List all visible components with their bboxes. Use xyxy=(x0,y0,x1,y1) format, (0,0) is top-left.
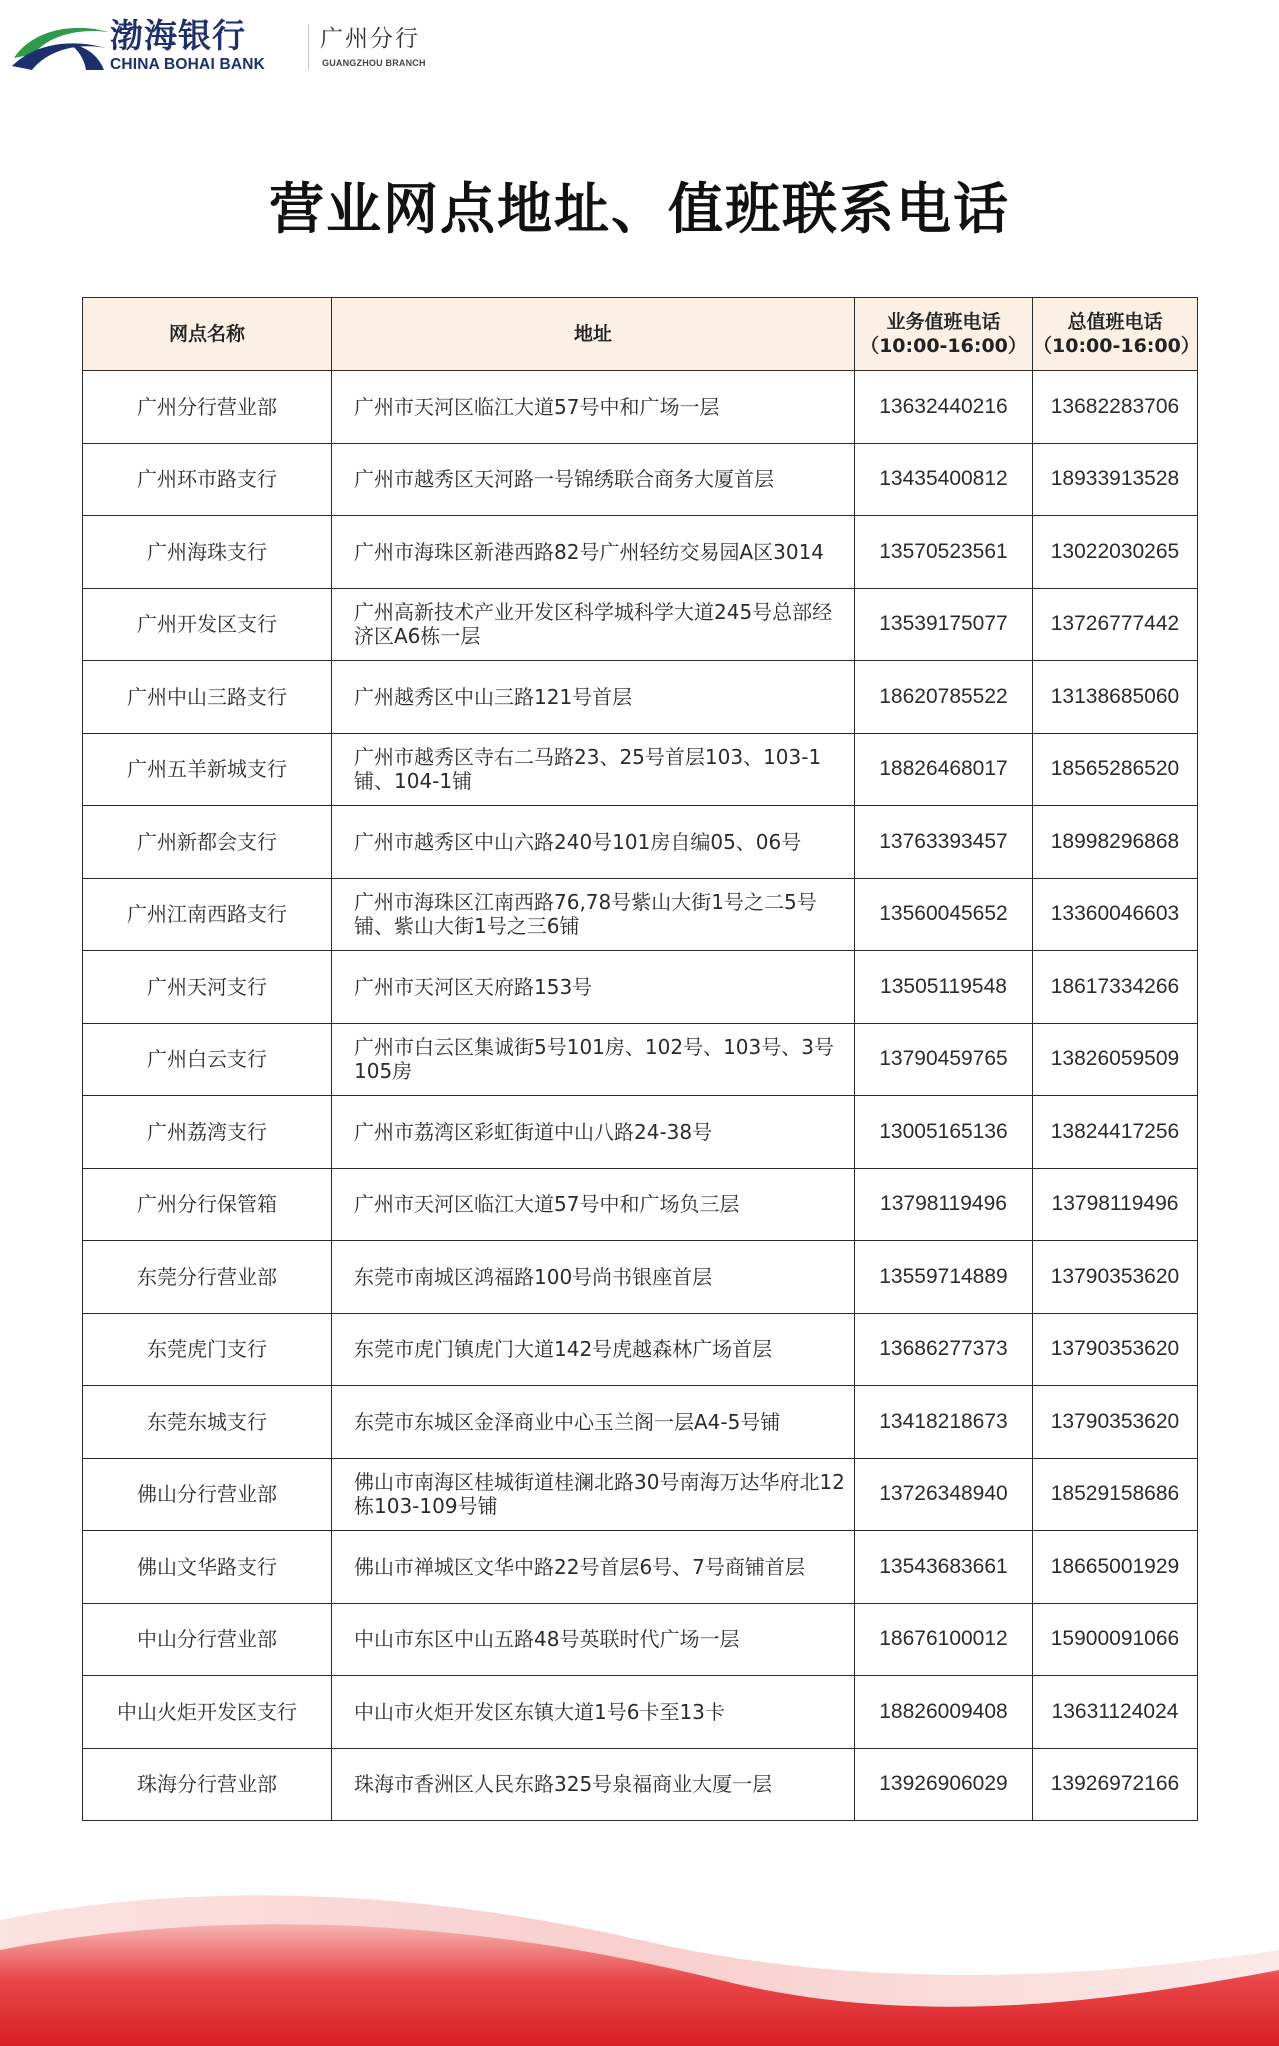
business-tel-cell: 13560045652 xyxy=(855,878,1033,951)
business-tel-cell: 18676100012 xyxy=(855,1603,1033,1676)
business-tel-cell: 13543683661 xyxy=(855,1531,1033,1604)
table-row xyxy=(83,1748,1198,1821)
branch-name-cell: 东莞虎门支行 xyxy=(83,1313,332,1386)
table-row xyxy=(83,1241,1198,1314)
table-row xyxy=(83,1458,1198,1531)
duty-tel-cell: 13790353620 xyxy=(1033,1241,1198,1314)
address-cell: 中山市东区中山五路48号英联时代广场一层 xyxy=(332,1603,855,1676)
branch-name-cell: 广州五羊新城支行 xyxy=(83,733,332,806)
header-duty-tel-hours: （10:00-16:00） xyxy=(1033,335,1200,357)
table-row xyxy=(83,588,1198,661)
address-cell: 广州市荔湾区彩虹街道中山八路24-38号 xyxy=(332,1096,855,1169)
duty-tel-cell: 13682283706 xyxy=(1033,371,1198,444)
address-cell: 中山市火炬开发区东镇大道1号6卡至13卡 xyxy=(332,1676,855,1749)
bohai-wave-logo-icon xyxy=(12,20,112,76)
branch-name-cell: 广州新都会支行 xyxy=(83,806,332,879)
business-tel-cell: 13559714889 xyxy=(855,1241,1033,1314)
bank-logo xyxy=(12,16,452,76)
address-cell: 广州市天河区临江大道57号中和广场一层 xyxy=(332,371,855,444)
header-business-tel-hours: （10:00-16:00） xyxy=(860,335,1027,357)
table-row xyxy=(83,1023,1198,1096)
branch-name-cell: 佛山分行营业部 xyxy=(83,1458,332,1531)
duty-tel-cell: 13360046603 xyxy=(1033,878,1198,951)
branch-table-container xyxy=(82,297,1200,1821)
address-cell: 广州市越秀区天河路一号锦绣联合商务大厦首层 xyxy=(332,443,855,516)
table-row xyxy=(83,371,1198,444)
branch-name-cell: 广州环市路支行 xyxy=(83,443,332,516)
duty-tel-cell: 13022030265 xyxy=(1033,516,1198,589)
branch-name-cell: 广州白云支行 xyxy=(83,1023,332,1096)
branch-name-cell: 中山火炬开发区支行 xyxy=(83,1676,332,1749)
header-duty-tel-label: 总值班电话 xyxy=(1067,311,1163,333)
business-tel-cell: 13570523561 xyxy=(855,516,1033,589)
branch-name-cell: 中山分行营业部 xyxy=(83,1603,332,1676)
branch-name-cell: 东莞东城支行 xyxy=(83,1386,332,1459)
business-tel-cell: 13505119548 xyxy=(855,951,1033,1024)
duty-tel-cell: 13631124024 xyxy=(1033,1676,1198,1749)
table-body xyxy=(83,371,1198,1821)
bank-name-en: CHINA BOHAI BANK xyxy=(110,56,266,73)
header-duty-tel xyxy=(1033,298,1198,371)
business-tel-cell: 13798119496 xyxy=(855,1168,1033,1241)
address-cell: 珠海市香洲区人民东路325号泉福商业大厦一层 xyxy=(332,1748,855,1821)
header-business-tel xyxy=(855,298,1033,371)
branch-name-cell: 广州天河支行 xyxy=(83,951,332,1024)
business-tel-cell: 18620785522 xyxy=(855,661,1033,734)
table-row xyxy=(83,733,1198,806)
business-tel-cell: 13763393457 xyxy=(855,806,1033,879)
address-cell: 广州市天河区临江大道57号中和广场负三层 xyxy=(332,1168,855,1241)
address-cell: 广州市海珠区江南西路76,78号紫山大街1号之二5号铺、紫山大街1号之三6铺 xyxy=(332,878,855,951)
decorative-red-wave xyxy=(0,1880,1279,2046)
branch-name-cn: 广州分行 xyxy=(320,26,420,52)
duty-tel-cell: 18933913528 xyxy=(1033,443,1198,516)
business-tel-cell: 18826468017 xyxy=(855,733,1033,806)
branch-name-cell: 佛山文华路支行 xyxy=(83,1531,332,1604)
table-row xyxy=(83,806,1198,879)
branch-name-cell: 广州分行营业部 xyxy=(83,371,332,444)
header-address: 地址 xyxy=(332,298,855,371)
duty-tel-cell: 18998296868 xyxy=(1033,806,1198,879)
branch-name-cell: 广州中山三路支行 xyxy=(83,661,332,734)
business-tel-cell: 13790459765 xyxy=(855,1023,1033,1096)
table-row xyxy=(83,951,1198,1024)
header-branch-name: 网点名称 xyxy=(83,298,332,371)
address-cell: 东莞市东城区金泽商业中心玉兰阁一层A4-5号铺 xyxy=(332,1386,855,1459)
business-tel-cell: 13926906029 xyxy=(855,1748,1033,1821)
address-cell: 广州市白云区集诚街5号101房、102号、103号、3号105房 xyxy=(332,1023,855,1096)
table-row xyxy=(83,661,1198,734)
table-row xyxy=(83,1313,1198,1386)
branch-name-cell: 东莞分行营业部 xyxy=(83,1241,332,1314)
address-cell: 广州市越秀区中山六路240号101房自编05、06号 xyxy=(332,806,855,879)
address-cell: 广州市海珠区新港西路82号广州轻纺交易园A区3014 xyxy=(332,516,855,589)
table-row xyxy=(83,878,1198,951)
address-cell: 广州市天河区天府路153号 xyxy=(332,951,855,1024)
table-row xyxy=(83,1531,1198,1604)
business-tel-cell: 13686277373 xyxy=(855,1313,1033,1386)
table-row xyxy=(83,1603,1198,1676)
branch-name-cell: 广州荔湾支行 xyxy=(83,1096,332,1169)
table-row xyxy=(83,1168,1198,1241)
header-business-tel-label: 业务值班电话 xyxy=(886,311,1001,333)
duty-tel-cell: 18529158686 xyxy=(1033,1458,1198,1531)
address-cell: 佛山市禅城区文华中路22号首层6号、7号商铺首层 xyxy=(332,1531,855,1604)
duty-tel-cell: 13826059509 xyxy=(1033,1023,1198,1096)
duty-tel-cell: 13726777442 xyxy=(1033,588,1198,661)
duty-tel-cell: 13790353620 xyxy=(1033,1313,1198,1386)
business-tel-cell: 13005165136 xyxy=(855,1096,1033,1169)
address-cell: 广州越秀区中山三路121号首层 xyxy=(332,661,855,734)
table-header-row xyxy=(83,298,1198,371)
branch-name-en: GUANGZHOU BRANCH xyxy=(322,58,426,68)
duty-tel-cell: 15900091066 xyxy=(1033,1603,1198,1676)
duty-tel-cell: 13138685060 xyxy=(1033,661,1198,734)
duty-tel-cell: 13926972166 xyxy=(1033,1748,1198,1821)
branch-table xyxy=(82,297,1198,1821)
duty-tel-cell: 13798119496 xyxy=(1033,1168,1198,1241)
branch-name-cell: 广州江南西路支行 xyxy=(83,878,332,951)
address-cell: 佛山市南海区桂城街道桂澜北路30号南海万达华府北12栋103-109号铺 xyxy=(332,1458,855,1531)
table-row xyxy=(83,1676,1198,1749)
branch-name-cell: 广州分行保管箱 xyxy=(83,1168,332,1241)
duty-tel-cell: 18565286520 xyxy=(1033,733,1198,806)
business-tel-cell: 13726348940 xyxy=(855,1458,1033,1531)
duty-tel-cell: 18665001929 xyxy=(1033,1531,1198,1604)
bank-name-cn: 渤海银行 xyxy=(110,16,246,55)
duty-tel-cell: 18617334266 xyxy=(1033,951,1198,1024)
logo-divider xyxy=(308,24,309,70)
business-tel-cell: 13539175077 xyxy=(855,588,1033,661)
business-tel-cell: 13418218673 xyxy=(855,1386,1033,1459)
table-row xyxy=(83,1096,1198,1169)
address-cell: 东莞市虎门镇虎门大道142号虎越森林广场首层 xyxy=(332,1313,855,1386)
business-tel-cell: 18826009408 xyxy=(855,1676,1033,1749)
branch-name-cell: 广州海珠支行 xyxy=(83,516,332,589)
address-cell: 东莞市南城区鸿福路100号尚书银座首层 xyxy=(332,1241,855,1314)
page-title: 营业网点地址、值班联系电话 xyxy=(268,176,1010,241)
duty-tel-cell: 13824417256 xyxy=(1033,1096,1198,1169)
table-row xyxy=(83,516,1198,589)
address-cell: 广州市越秀区寺右二马路23、25号首层103、103-1铺、104-1铺 xyxy=(332,733,855,806)
branch-name-cell: 珠海分行营业部 xyxy=(83,1748,332,1821)
address-cell: 广州高新技术产业开发区科学城科学大道245号总部经济区A6栋一层 xyxy=(332,588,855,661)
branch-name-cell: 广州开发区支行 xyxy=(83,588,332,661)
table-row xyxy=(83,1386,1198,1459)
table-row xyxy=(83,443,1198,516)
business-tel-cell: 13632440216 xyxy=(855,371,1033,444)
duty-tel-cell: 13790353620 xyxy=(1033,1386,1198,1459)
business-tel-cell: 13435400812 xyxy=(855,443,1033,516)
